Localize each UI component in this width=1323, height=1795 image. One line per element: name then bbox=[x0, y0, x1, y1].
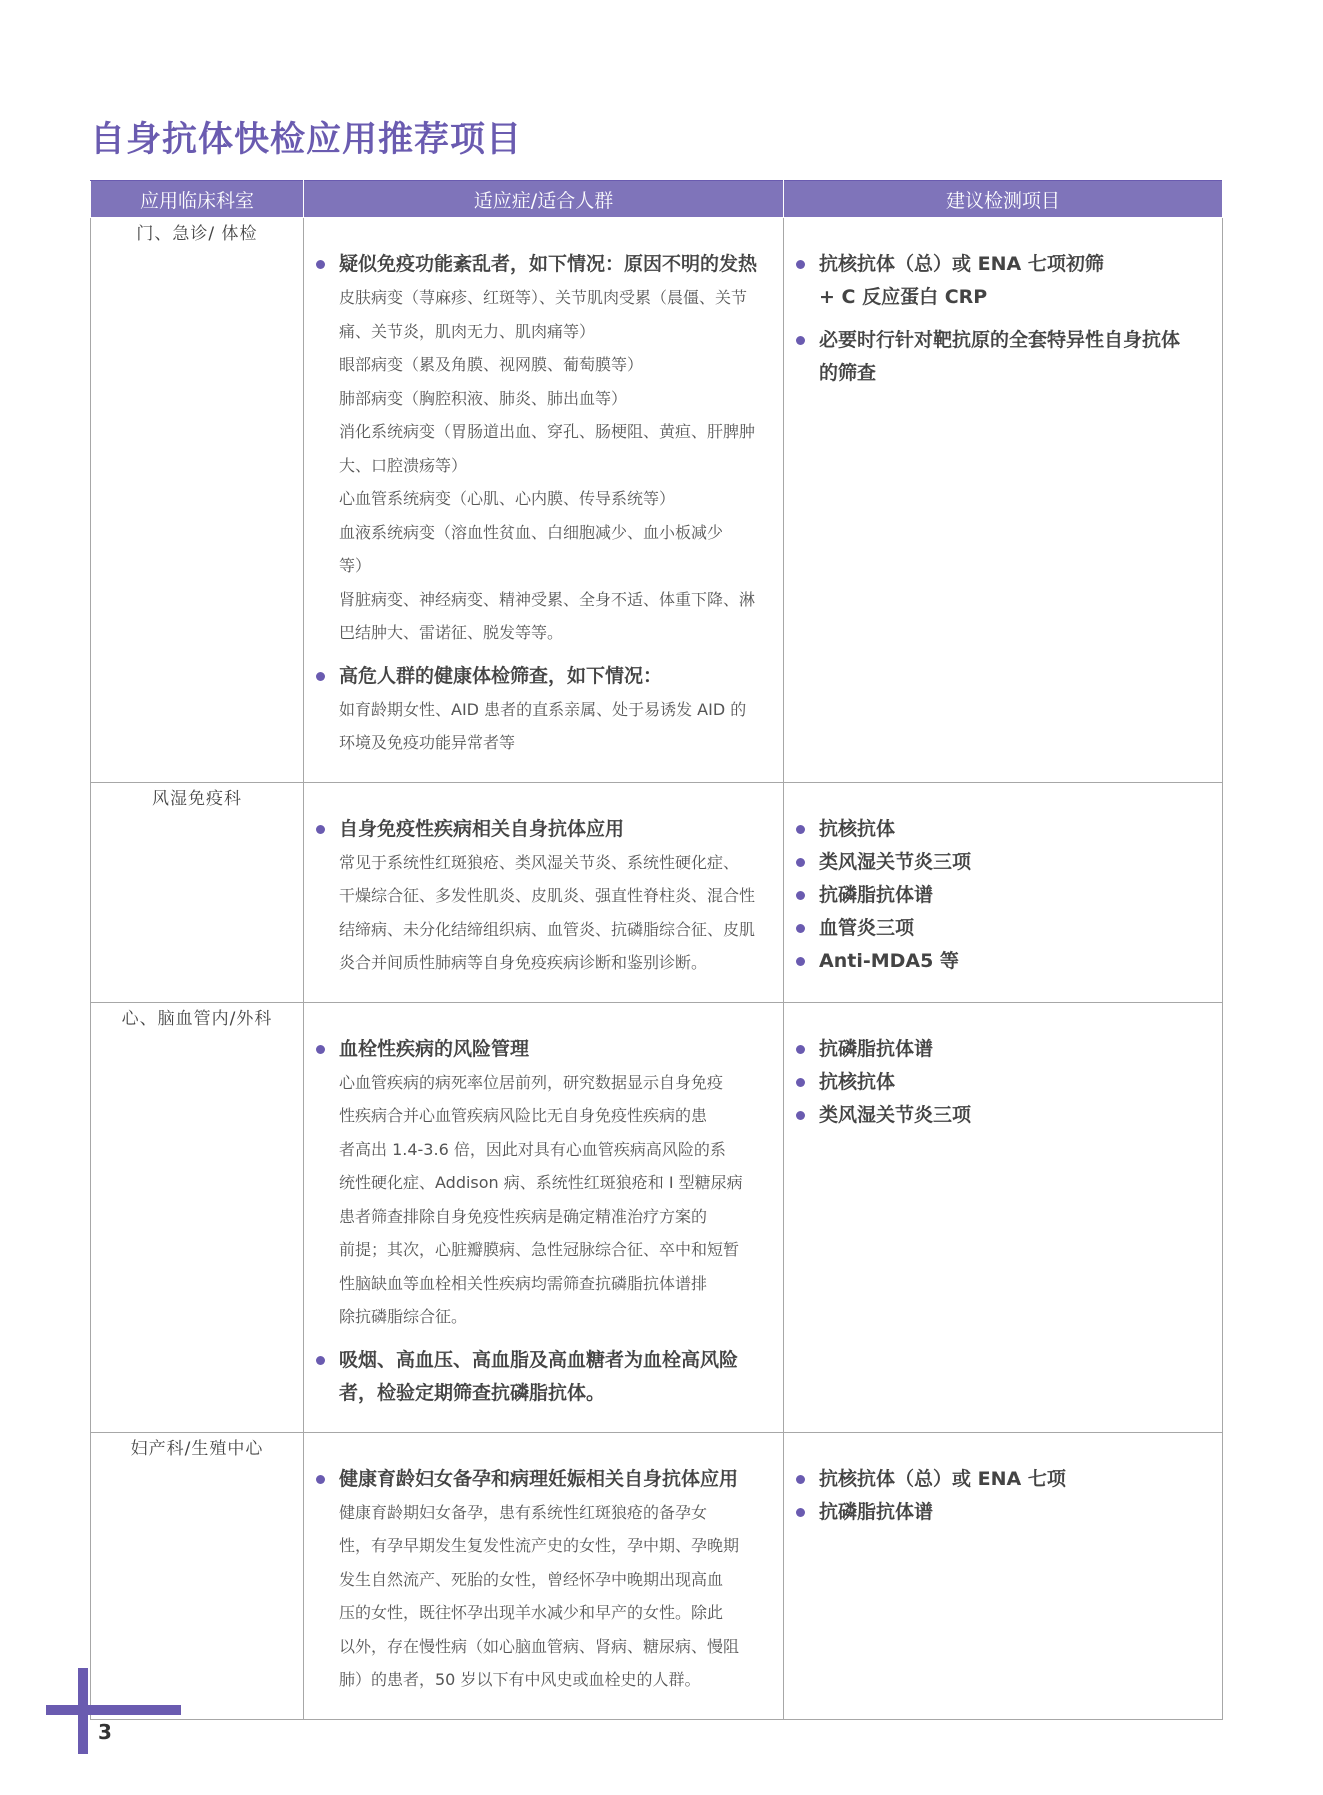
indication-detail-line: 巴结肿大、雷诺征、脱发等等。 bbox=[339, 623, 564, 642]
test-item bbox=[794, 846, 1210, 879]
bullet-icon bbox=[796, 1508, 805, 1517]
indication-detail-line: 痛、关节炎，肌肉无力、肌肉痛等） bbox=[339, 321, 596, 341]
indication-heading-text: 高危人群的健康体检筛查，如下情况： bbox=[339, 664, 663, 687]
indication-heading-text: 吸烟、高血压、高血脂及高血糖者为血栓高风险者，检验定期筛查抗磷脂抗体。 bbox=[339, 1348, 739, 1404]
test-text: 抗核抗体（总）或 ENA 七项 bbox=[819, 1467, 1066, 1490]
test-line bbox=[794, 1463, 1210, 1496]
test-text: 抗磷脂抗体谱 bbox=[819, 1037, 934, 1060]
indication-heading-text: 疑似免疫功能紊乱者，如下情况：原因不明的发热 bbox=[339, 253, 758, 275]
indication-detail-line: 肺）的患者，50 岁以下有中风史或血栓史的人群。 bbox=[339, 1670, 701, 1689]
test-text: 抗核抗体 bbox=[819, 1070, 896, 1093]
indication-detail-line: 前提；其次，心脏瓣膜病、急性冠脉综合征、卒中和短暂 bbox=[339, 1240, 740, 1259]
indication-detail bbox=[339, 1066, 767, 1334]
indication-block bbox=[314, 248, 767, 650]
indication-detail-line: 者高出 1.4-3.6 倍，因此对具有心血管疾病高风险的系 bbox=[339, 1139, 726, 1159]
test-line bbox=[794, 324, 1210, 357]
indications-cell bbox=[304, 1432, 784, 1719]
header-tests: 建议检测项目 bbox=[784, 181, 1223, 218]
bullet-icon bbox=[796, 957, 805, 966]
test-item bbox=[794, 1099, 1210, 1132]
indication-detail-line: 除抗磷脂综合征。 bbox=[339, 1307, 468, 1326]
test-text: 抗磷脂抗体谱 bbox=[819, 883, 934, 906]
indication-detail-line: 健康育龄期妇女备孕，患有系统性红斑狼疮的备孕女 bbox=[339, 1502, 708, 1522]
bullet-icon bbox=[796, 260, 805, 269]
bullet-icon bbox=[796, 858, 805, 867]
test-spacer bbox=[794, 314, 1210, 324]
test-line bbox=[794, 248, 1210, 281]
bullet-icon bbox=[796, 825, 805, 834]
recommendation-table bbox=[90, 180, 1223, 1720]
table-row bbox=[91, 782, 1223, 1002]
indication-heading bbox=[314, 1344, 767, 1410]
test-line bbox=[794, 1066, 1210, 1099]
tests-cell bbox=[784, 1432, 1223, 1719]
test-text: Anti-MDA5 等 bbox=[819, 949, 959, 972]
header-department: 应用临床科室 bbox=[91, 181, 304, 218]
bullet-icon bbox=[796, 1045, 805, 1054]
test-line bbox=[794, 813, 1210, 846]
indication-detail-line: 炎合并间质性肺病等自身免疫疾病诊断和鉴别诊断。 bbox=[339, 953, 708, 972]
bullet-icon bbox=[316, 825, 325, 834]
indication-block bbox=[314, 813, 767, 980]
department-cell: 心、脑血管内/外科 bbox=[91, 1002, 304, 1432]
indication-detail-line: 肾脏病变、神经病变、精神受累、全身不适、体重下降、淋 bbox=[339, 589, 756, 609]
indication-heading bbox=[314, 813, 767, 846]
indications-cell bbox=[304, 218, 784, 783]
indication-detail bbox=[339, 846, 767, 980]
table-row bbox=[91, 1432, 1223, 1719]
table-header-row bbox=[91, 181, 1223, 218]
bullet-icon bbox=[316, 260, 325, 269]
bullet-icon bbox=[796, 924, 805, 933]
indication-detail-line: 心血管系统病变（心肌、心内膜、传导系统等） bbox=[339, 489, 676, 508]
test-text: 抗核抗体 bbox=[819, 817, 896, 840]
bullet-icon bbox=[796, 891, 805, 900]
indication-detail-line: 以外，存在慢性病（如心脑血管病、肾病、糖尿病、慢阻 bbox=[339, 1636, 740, 1656]
indication-heading bbox=[314, 660, 767, 693]
indication-detail bbox=[339, 693, 767, 760]
indication-detail-line: 皮肤病变（荨麻疹、红斑等）、关节肌肉受累（晨僵、关节 bbox=[339, 288, 748, 307]
indication-detail bbox=[339, 281, 767, 650]
page-number: 3 bbox=[98, 1720, 112, 1744]
test-text: 类风湿关节炎三项 bbox=[819, 850, 972, 873]
test-line bbox=[794, 879, 1210, 912]
test-text-continued: 的筛查 bbox=[819, 362, 877, 384]
indication-detail-line: 结缔病、未分化结缔组织病、血管炎、抗磷脂综合征、皮肌 bbox=[339, 919, 756, 939]
test-item bbox=[794, 1033, 1210, 1066]
table-row bbox=[91, 1002, 1223, 1432]
test-item bbox=[794, 912, 1210, 945]
indication-detail-line: 血液系统病变（溶血性贫血、白细胞减少、血小板减少 bbox=[339, 522, 724, 542]
indication-detail-line: 性脑缺血等血栓相关性疾病均需筛查抗磷脂抗体谱排 bbox=[339, 1273, 708, 1293]
indication-heading-text: 自身免疫性疾病相关自身抗体应用 bbox=[339, 817, 625, 840]
test-line bbox=[794, 846, 1210, 879]
bullet-icon bbox=[796, 1078, 805, 1087]
indication-heading-text: 血栓性疾病的风险管理 bbox=[339, 1037, 530, 1060]
test-item bbox=[794, 945, 1210, 978]
bullet-icon bbox=[316, 1356, 325, 1365]
bullet-icon bbox=[796, 1111, 805, 1120]
test-line bbox=[794, 1099, 1210, 1132]
test-text: 抗核抗体（总）或 ENA 七项初筛 bbox=[819, 253, 1104, 275]
indications-cell bbox=[304, 782, 784, 1002]
indication-block bbox=[314, 660, 767, 760]
indication-block bbox=[314, 1033, 767, 1334]
test-text-continued: + C 反应蛋白 CRP bbox=[819, 286, 988, 308]
test-item bbox=[794, 1066, 1210, 1099]
test-text: 血管炎三项 bbox=[819, 916, 915, 939]
indication-detail-line: 肺部病变（胸腔积液、肺炎、肺出血等） bbox=[339, 388, 628, 408]
test-text: 类风湿关节炎三项 bbox=[819, 1103, 972, 1126]
test-line bbox=[794, 945, 1210, 978]
indication-detail-line: 性，有孕早期发生复发性流产史的女性，孕中期、孕晚期 bbox=[339, 1536, 740, 1555]
tests-cell bbox=[784, 1002, 1223, 1432]
indication-detail-line: 环境及免疫功能异常者等 bbox=[339, 733, 516, 752]
department-cell: 妇产科/生殖中心 bbox=[91, 1432, 304, 1719]
indication-heading bbox=[314, 1463, 767, 1496]
indication-heading bbox=[314, 1033, 767, 1066]
department-cell: 风湿免疫科 bbox=[91, 782, 304, 1002]
table-row bbox=[91, 218, 1223, 783]
test-line bbox=[794, 1496, 1210, 1529]
indication-detail-line: 性疾病合并心血管疾病风险比无自身免疫性疾病的患 bbox=[339, 1106, 708, 1125]
indication-detail-line: 压的女性，既往怀孕出现羊水减少和早产的女性。除此 bbox=[339, 1603, 724, 1622]
indication-detail-line: 患者筛查排除自身免疫性疾病是确定精准治疗方案的 bbox=[339, 1206, 708, 1226]
indication-detail-line: 干燥综合征、多发性肌炎、皮肌炎、强直性脊柱炎、混合性 bbox=[339, 886, 756, 905]
test-line bbox=[794, 912, 1210, 945]
test-item bbox=[794, 1496, 1210, 1529]
header-indications: 适应症/适合人群 bbox=[304, 181, 784, 218]
test-text: 必要时行针对靶抗原的全套特异性自身抗体 bbox=[819, 329, 1181, 351]
test-item bbox=[794, 248, 1210, 314]
indication-detail-line: 发生自然流产、死胎的女性，曾经怀孕中晚期出现高血 bbox=[339, 1569, 724, 1589]
bullet-icon bbox=[796, 1475, 805, 1484]
indication-detail bbox=[339, 1496, 767, 1697]
test-item bbox=[794, 879, 1210, 912]
indication-detail-line: 如育龄期女性、AID 患者的直系亲属、处于易诱发 AID 的 bbox=[339, 699, 747, 719]
indication-heading bbox=[314, 248, 767, 281]
indication-detail-line: 消化系统病变（胃肠道出血、穿孔、肠梗阻、黄疸、肝脾肿 bbox=[339, 422, 756, 441]
indication-detail-line: 心血管疾病的病死率位居前列，研究数据显示自身免疫 bbox=[339, 1072, 724, 1092]
test-line bbox=[794, 1033, 1210, 1066]
bullet-icon bbox=[796, 336, 805, 345]
indication-detail-line: 等） bbox=[339, 556, 372, 575]
indication-detail-line: 眼部病变（累及角膜、视网膜、葡萄膜等） bbox=[339, 355, 644, 374]
test-item bbox=[794, 813, 1210, 846]
indication-block bbox=[314, 1463, 767, 1697]
bullet-icon bbox=[316, 672, 325, 681]
page-title: 自身抗体快检应用推荐项目 bbox=[90, 120, 523, 160]
indication-detail-line: 大、口腔溃疡等） bbox=[339, 455, 468, 475]
test-item bbox=[794, 1463, 1210, 1496]
indication-heading-text: 健康育龄妇女备孕和病理妊娠相关自身抗体应用 bbox=[339, 1467, 739, 1490]
indication-detail-line: 统性硬化症、Addison 病、系统性红斑狼疮和 I 型糖尿病 bbox=[339, 1173, 743, 1192]
tests-cell bbox=[784, 782, 1223, 1002]
bullet-icon bbox=[316, 1475, 325, 1484]
corner-cross-horizontal bbox=[46, 1705, 181, 1715]
indications-cell bbox=[304, 1002, 784, 1432]
tests-cell bbox=[784, 218, 1223, 783]
department-cell: 门、急诊/ 体检 bbox=[91, 218, 304, 783]
indication-detail-line: 常见于系统性红斑狼疮、类风湿关节炎、系统性硬化症、 bbox=[339, 852, 740, 872]
indication-block bbox=[314, 1344, 767, 1410]
test-item bbox=[794, 314, 1210, 390]
bullet-icon bbox=[316, 1045, 325, 1054]
test-text: 抗磷脂抗体谱 bbox=[819, 1500, 934, 1523]
